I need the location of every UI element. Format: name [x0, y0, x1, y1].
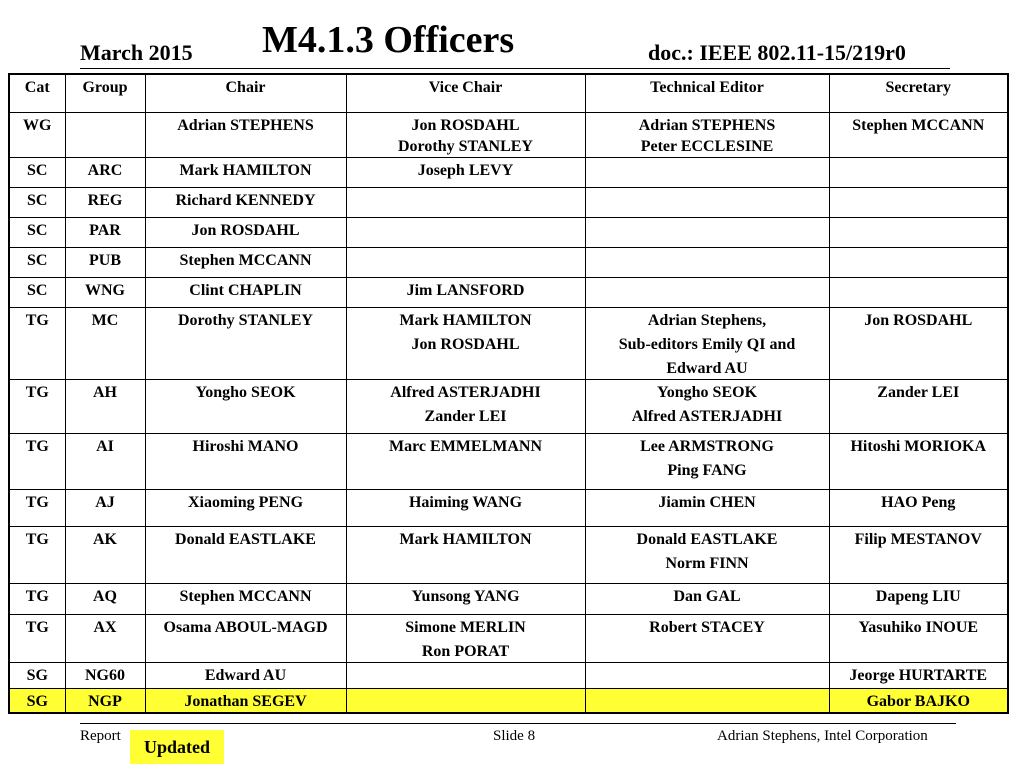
cell-cat: TG: [9, 583, 65, 614]
cell-line: Edward AU: [666, 359, 748, 377]
cell-line: Zander LEI: [877, 383, 960, 401]
cell-cat: TG: [9, 433, 65, 489]
cell-vice: [346, 187, 585, 217]
table-row: [9, 662, 1008, 688]
footer-author: Adrian Stephens, Intel Corporation: [717, 728, 928, 744]
cell-group: PUB: [65, 247, 145, 277]
cell-line: Clint CHAPLIN: [189, 281, 302, 299]
cell-line: Zander LEI: [424, 407, 507, 425]
cell-cat: SC: [9, 277, 65, 307]
cell-line: Simone MERLIN: [405, 618, 526, 636]
cell-chair: [145, 489, 346, 526]
cell-chair: [145, 662, 346, 688]
updated-badge: Updated: [130, 730, 224, 764]
cell-editor: [585, 157, 829, 187]
table-row: [9, 307, 1008, 379]
cell-line: Hitoshi MORIOKA: [850, 437, 987, 455]
column-header: Technical Editor: [585, 74, 829, 112]
cell-line: Osama ABOUL-MAGD: [163, 618, 328, 636]
cell-line: Gabor BAJKO: [866, 692, 970, 710]
cell-group: ARC: [65, 157, 145, 187]
cell-chair: [145, 112, 346, 157]
cell-group: AH: [65, 379, 145, 433]
cell-vice: [346, 662, 585, 688]
cell-editor: [585, 614, 829, 662]
cell-line: Filip MESTANOV: [854, 530, 982, 548]
cell-editor: [585, 247, 829, 277]
cell-cat: SG: [9, 688, 65, 713]
cell-vice: [346, 688, 585, 713]
table-row: [9, 112, 1008, 157]
cell-chair: [145, 187, 346, 217]
cell-line: Yasuhiko INOUE: [858, 618, 979, 636]
table-header-row: [9, 74, 1008, 112]
table-row: [9, 379, 1008, 433]
cell-line: HAO Peng: [881, 493, 956, 511]
cell-line: Yongho SEOK: [195, 383, 296, 401]
cell-line: Alfred ASTERJADHI: [390, 383, 541, 401]
cell-secretary: [829, 277, 1008, 307]
cell-line: Jon ROSDAHL: [864, 311, 973, 329]
cell-line: Norm FINN: [665, 554, 749, 572]
footer-rule: [80, 723, 956, 724]
cell-secretary: [829, 112, 1008, 157]
cell-line: Sub-editors Emily QI and: [618, 335, 796, 353]
cell-vice: [346, 277, 585, 307]
footer-report: Report: [80, 728, 121, 744]
header-rule: [80, 68, 950, 69]
cell-editor: [585, 217, 829, 247]
cell-group: AX: [65, 614, 145, 662]
cell-line: Dapeng LIU: [875, 587, 961, 605]
cell-line: Jon ROSDAHL: [411, 335, 520, 353]
cell-line: Stephen MCCANN: [852, 116, 985, 134]
cell-vice: [346, 526, 585, 583]
cell-vice: [346, 489, 585, 526]
cell-group: WNG: [65, 277, 145, 307]
table-row: [9, 526, 1008, 583]
cell-secretary: [829, 433, 1008, 489]
cell-editor: [585, 433, 829, 489]
cell-vice: [346, 247, 585, 277]
cell-chair: [145, 217, 346, 247]
cell-chair: [145, 379, 346, 433]
column-header: Group: [65, 74, 145, 112]
column-header: Vice Chair: [346, 74, 585, 112]
table-row: [9, 247, 1008, 277]
cell-line: Jon ROSDAHL: [191, 221, 300, 239]
cell-group: AK: [65, 526, 145, 583]
cell-line: Dorothy STANLEY: [178, 311, 313, 329]
cell-vice: [346, 583, 585, 614]
cell-line: Richard KENNEDY: [175, 191, 316, 209]
cell-cat: SC: [9, 157, 65, 187]
cell-editor: [585, 583, 829, 614]
cell-line: Lee ARMSTRONG: [640, 437, 774, 455]
cell-chair: [145, 277, 346, 307]
cell-group: NGP: [65, 688, 145, 713]
cell-chair: [145, 583, 346, 614]
cell-line: Jim LANSFORD: [406, 281, 525, 299]
cell-group: MC: [65, 307, 145, 379]
cell-secretary: [829, 614, 1008, 662]
cell-line: Adrian STEPHENS: [177, 116, 314, 134]
cell-cat: TG: [9, 379, 65, 433]
cell-cat: WG: [9, 112, 65, 157]
cell-chair: [145, 157, 346, 187]
cell-cat: TG: [9, 307, 65, 379]
cell-line: Mark HAMILTON: [399, 530, 532, 548]
table-row: [9, 217, 1008, 247]
cell-secretary: [829, 526, 1008, 583]
cell-secretary: [829, 307, 1008, 379]
cell-secretary: [829, 688, 1008, 713]
cell-secretary: [829, 217, 1008, 247]
cell-editor: [585, 526, 829, 583]
column-header: Chair: [145, 74, 346, 112]
cell-line: Alfred ASTERJADHI: [631, 407, 783, 425]
cell-cat: SC: [9, 187, 65, 217]
cell-line: Marc EMMELMANN: [389, 437, 542, 455]
cell-secretary: [829, 583, 1008, 614]
cell-chair: [145, 433, 346, 489]
cell-line: Jiamin CHEN: [658, 493, 756, 511]
footer-slide-number: Slide 8: [493, 728, 536, 744]
cell-chair: [145, 247, 346, 277]
cell-chair: [145, 688, 346, 713]
cell-line: Jeorge HURTARTE: [849, 666, 988, 684]
cell-chair: [145, 526, 346, 583]
slide-title: M4.1.3 Officers: [262, 19, 515, 61]
cell-editor: [585, 379, 829, 433]
cell-group: PAR: [65, 217, 145, 247]
cell-secretary: [829, 489, 1008, 526]
cell-line: Joseph LEVY: [417, 161, 514, 179]
cell-line: Yongho SEOK: [656, 383, 758, 401]
cell-line: Dan GAL: [673, 587, 741, 605]
cell-chair: [145, 307, 346, 379]
cell-line: Ron PORAT: [421, 642, 510, 660]
cell-secretary: [829, 247, 1008, 277]
table-row: [9, 157, 1008, 187]
cell-secretary: [829, 662, 1008, 688]
table-body: [9, 112, 1008, 713]
cell-cat: SC: [9, 217, 65, 247]
cell-group: [65, 112, 145, 157]
cell-editor: [585, 662, 829, 688]
cell-line: Donald EASTLAKE: [636, 530, 778, 548]
cell-vice: [346, 157, 585, 187]
cell-line: Mark HAMILTON: [179, 161, 312, 179]
header-date: March 2015: [80, 40, 193, 65]
cell-line: Jon ROSDAHL: [411, 116, 520, 134]
table-row: [9, 688, 1008, 713]
cell-line: Jonathan SEGEV: [184, 692, 307, 710]
cell-vice: [346, 112, 585, 157]
cell-editor: [585, 307, 829, 379]
cell-group: AQ: [65, 583, 145, 614]
cell-cat: SG: [9, 662, 65, 688]
cell-line: Stephen MCCANN: [179, 251, 312, 269]
cell-group: REG: [65, 187, 145, 217]
cell-line: Ping FANG: [667, 461, 747, 479]
table-row: [9, 277, 1008, 307]
cell-group: AI: [65, 433, 145, 489]
cell-cat: TG: [9, 614, 65, 662]
table-row: [9, 489, 1008, 526]
cell-line: Robert STACEY: [649, 618, 765, 636]
cell-line: Yunsong YANG: [411, 587, 520, 605]
cell-vice: [346, 307, 585, 379]
cell-line: Adrian STEPHENS: [638, 116, 776, 134]
cell-line: Edward AU: [204, 666, 287, 684]
cell-line: Stephen MCCANN: [179, 587, 312, 605]
cell-line: Mark HAMILTON: [399, 311, 532, 329]
cell-group: NG60: [65, 662, 145, 688]
cell-secretary: [829, 187, 1008, 217]
cell-editor: [585, 688, 829, 713]
cell-cat: SC: [9, 247, 65, 277]
cell-line: Hiroshi MANO: [192, 437, 299, 455]
cell-line: Peter ECCLESINE: [640, 137, 774, 155]
cell-line: Haiming WANG: [408, 493, 523, 511]
cell-editor: [585, 187, 829, 217]
column-header: Cat: [9, 74, 65, 112]
cell-chair: [145, 614, 346, 662]
cell-editor: [585, 489, 829, 526]
cell-line: Adrian Stephens,: [647, 311, 767, 329]
cell-editor: [585, 112, 829, 157]
cell-line: Xiaoming PENG: [187, 493, 304, 511]
table-row: [9, 433, 1008, 489]
cell-vice: [346, 217, 585, 247]
cell-vice: [346, 614, 585, 662]
table-row: [9, 583, 1008, 614]
cell-secretary: [829, 157, 1008, 187]
officers-table: [8, 73, 1009, 714]
cell-secretary: [829, 379, 1008, 433]
cell-line: Dorothy STANLEY: [398, 137, 533, 155]
cell-line: Donald EASTLAKE: [175, 530, 316, 548]
table-row: [9, 187, 1008, 217]
table-row: [9, 614, 1008, 662]
cell-vice: [346, 433, 585, 489]
header-doc-id: doc.: IEEE 802.11-15/219r0: [648, 40, 906, 65]
cell-cat: TG: [9, 526, 65, 583]
cell-cat: TG: [9, 489, 65, 526]
cell-editor: [585, 277, 829, 307]
column-header: Secretary: [829, 74, 1008, 112]
cell-group: AJ: [65, 489, 145, 526]
cell-vice: [346, 379, 585, 433]
